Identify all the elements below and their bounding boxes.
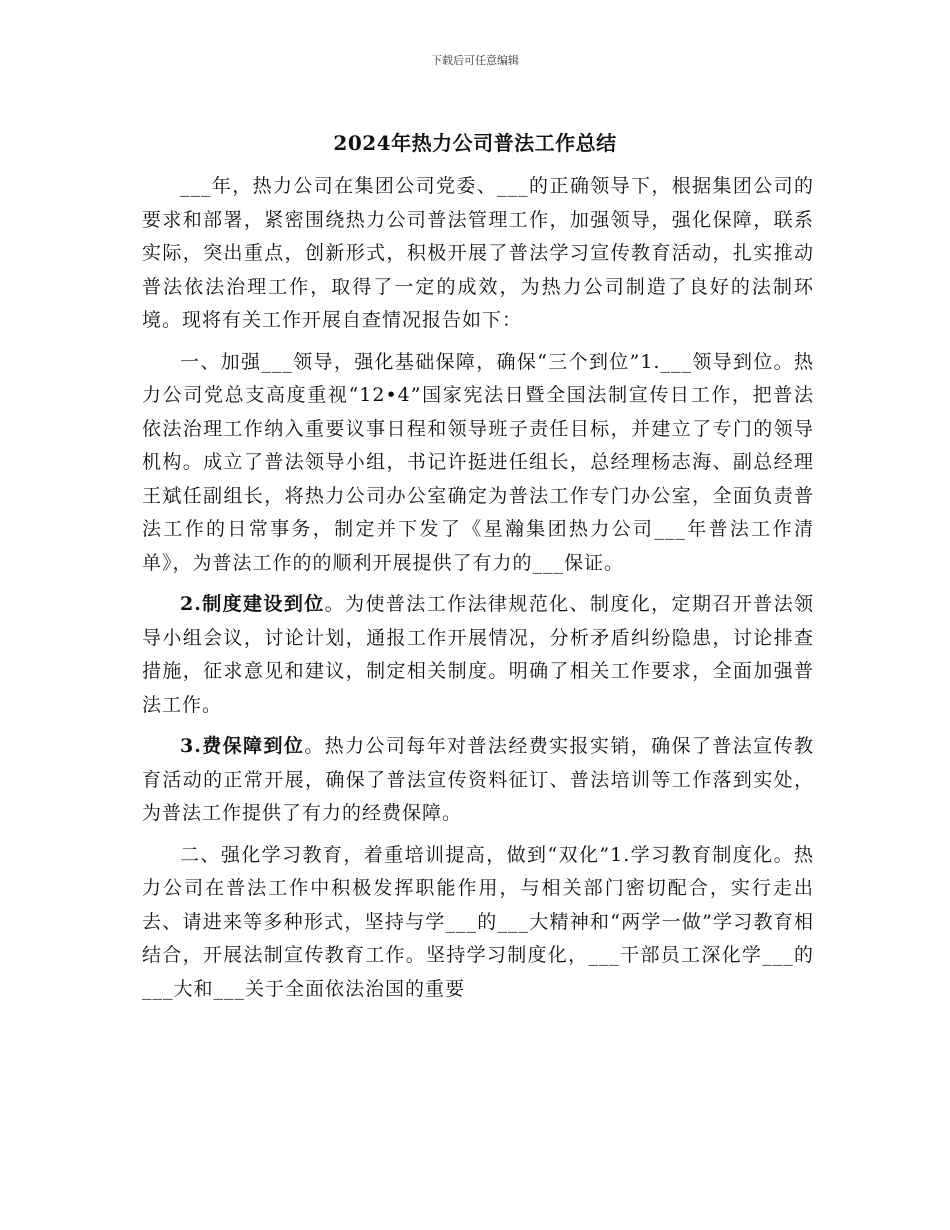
header-note: 下载后可任意编辑 <box>431 54 519 67</box>
paragraph-lead: 3.费保障到位 <box>180 735 305 757</box>
paragraph-text: 。热力公司每年对普法经费实报实销，确保了普法宣传教育活动的正常开展，确保了普法宣传资料征订、普法培训等工作落到实处，为普法工作提供了有力的经费保障。 <box>142 735 814 824</box>
paragraph-text: 一、加强___领导，强化基础保障，确保“三个到位”1.___领导到位。热力公司党总支高度重视“12•4”国家宪法日暨全国法制宣传日工作，把普法依法治理工作纳入重要议事日程和领导班子责任目标，并建立了专门的领导机构。成立了普法领导小组，书记许挺进任组长，总经理杨志海、副总经理王斌任副组长，将热力公司办公室确定为普法工作专门办公室，全面负责普法工作的日常事务，制定并下发了《星瀚集团热力公司___年普法工作清单》，为普法工作的的顺利开展提供了有力的___保证。 <box>142 350 814 574</box>
paragraph-section-2 <box>142 839 814 1007</box>
paragraph-section-1 <box>142 346 814 581</box>
paragraph-intro <box>142 170 814 338</box>
paragraph-text: 二、强化学习教育，着重培训提高，做到“双化”1.学习教育制度化。热力公司在普法工作中积极发挥职能作用，与相关部门密切配合，实行走出去、请进来等多种形式，坚持与学___的___大精神和“两学一做”学习教育相结合，开展法制宣传教育工作。坚持学习制度化，___干部员工深化学___的___大和___关于全面依法治国的重要 <box>142 843 814 1000</box>
paragraph-text: ___年，热力公司在集团公司党委、___的正确领导下，根据集团公司的要求和部署，紧密围绕热力公司普法管理工作，加强领导，强化保障，联系实际，突出重点，创新形式，积极开展了普法学习宣传教育活动，扎实推动普法依法治理工作，取得了一定的成效，为热力公司制造了良好的法制环境。现将有关工作开展自查情况报告如下： <box>142 175 814 331</box>
paragraph-item-2 <box>142 588 814 722</box>
paragraph-lead: 2.制度建设到位 <box>180 593 325 615</box>
document-title: 2024年热力公司普法工作总结 <box>333 131 617 155</box>
document-body <box>142 170 814 1006</box>
paragraph-item-3 <box>142 730 814 831</box>
paragraph-text: 。为使普法工作法律规范化、制度化，定期召开普法领导小组会议，讨论计划，通报工作开展情况，分析矛盾纠纷隐患，讨论排查措施，征求意见和建议，制定相关制度。明确了相关工作要求，全面加强普法工作。 <box>142 593 814 716</box>
